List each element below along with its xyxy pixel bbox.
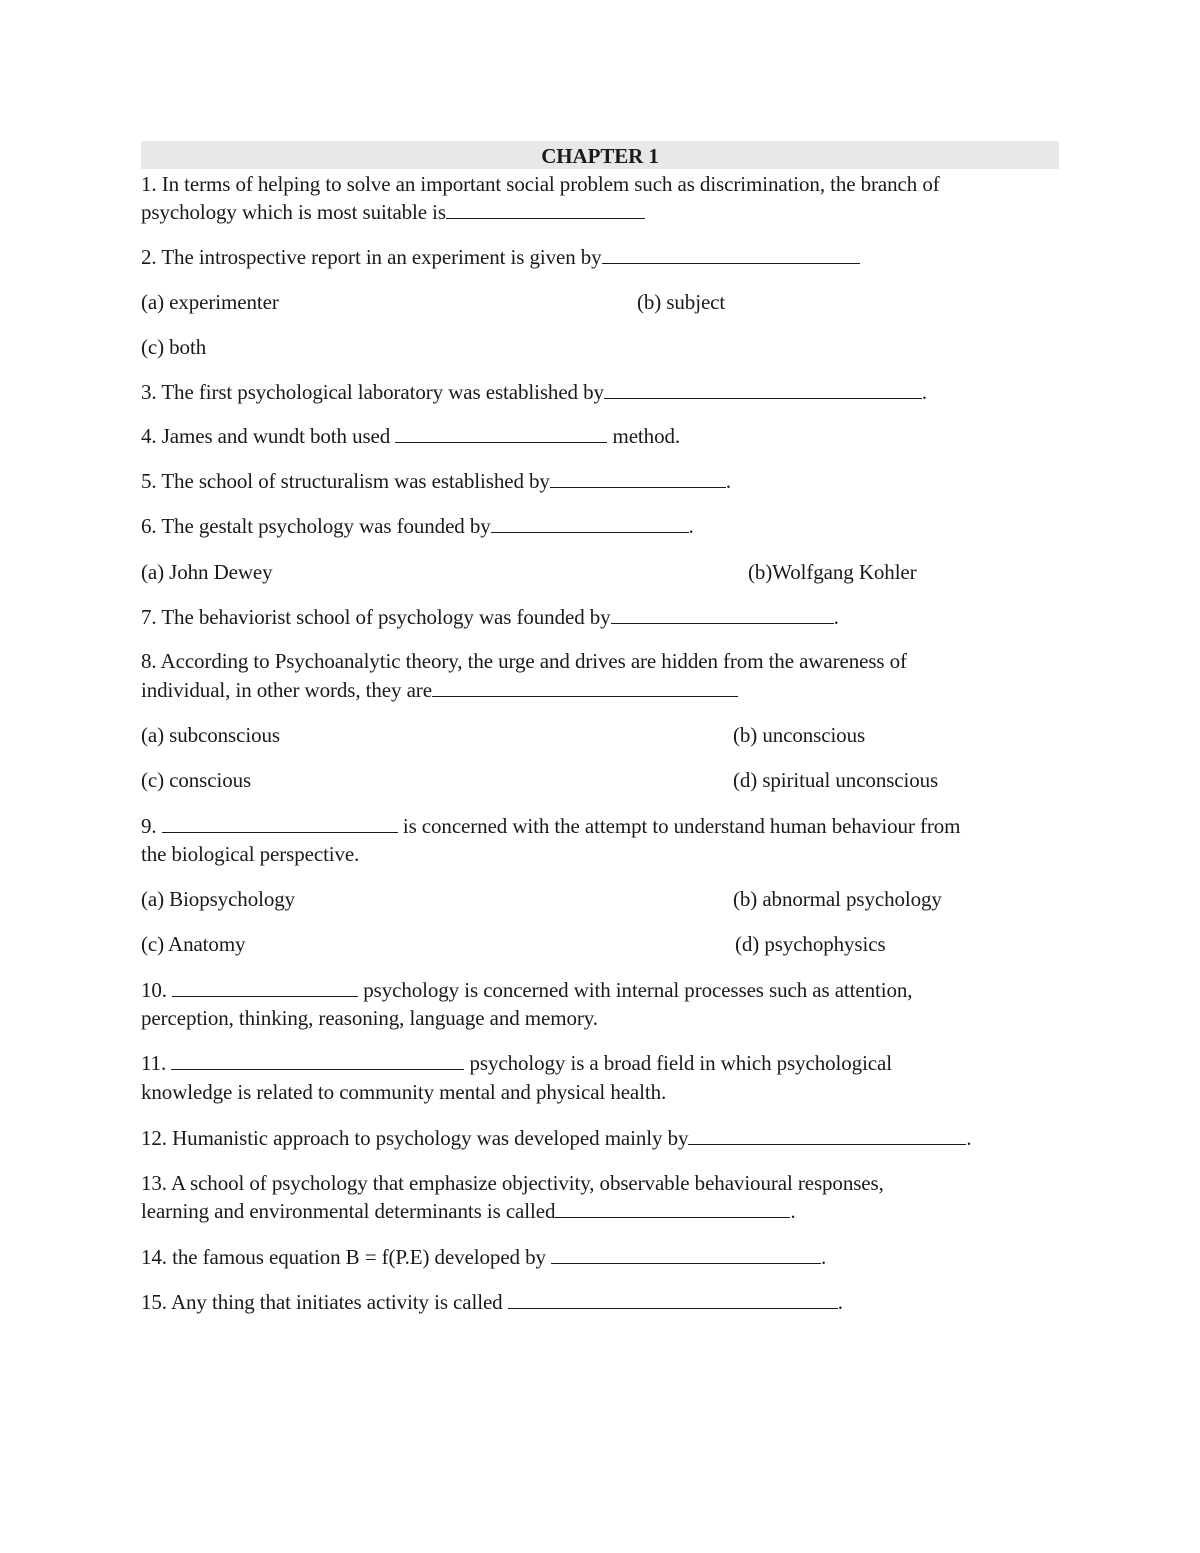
- question-1-line-1: 1. In terms of helping to solve an important social problem such as discrimination, the branch of: [141, 172, 940, 196]
- question-9-option-b: (b) abnormal psychology: [733, 887, 942, 911]
- answer-blank[interactable]: [432, 678, 738, 697]
- answer-blank[interactable]: [611, 605, 834, 624]
- question-6-option-b: (b)Wolfgang Kohler: [748, 560, 917, 584]
- answer-blank[interactable]: [508, 1290, 838, 1309]
- question-9-option-a: (a) Biopsychology: [141, 887, 296, 911]
- question-4: 4. James and wundt both used method.: [141, 424, 681, 448]
- question-2-option-c: (c) both: [141, 335, 207, 359]
- question-10-line-2: perception, thinking, reasoning, language and memory.: [141, 1006, 598, 1030]
- question-8-option-a: (a) subconscious: [141, 723, 280, 747]
- question-9-option-c: (c) Anatomy: [141, 932, 246, 956]
- answer-blank[interactable]: [395, 424, 607, 443]
- question-8-line-1: 8. According to Psychoanalytic theory, the urge and drives are hidden from the awareness of: [141, 649, 907, 673]
- question-8-option-b: (b) unconscious: [733, 723, 866, 747]
- answer-blank[interactable]: [491, 514, 689, 533]
- question-6: 6. The gestalt psychology was founded by .: [141, 514, 694, 538]
- question-6-option-a: (a) John Dewey: [141, 560, 273, 584]
- question-10-line-1: 10. psychology is concerned with internal processes such as attention,: [141, 978, 913, 1002]
- question-8-option-c: (c) conscious: [141, 768, 252, 792]
- question-2-option-a: (a) experimenter: [141, 290, 279, 314]
- question-15: 15. Any thing that initiates activity is called .: [141, 1290, 843, 1314]
- question-14: 14. the famous equation B = f(P.E) developed by .: [141, 1245, 827, 1269]
- question-11-line-1: 11. psychology is a broad field in which psychological: [141, 1051, 892, 1075]
- question-13-line-1: 13. A school of psychology that emphasize objectivity, observable behavioural responses,: [141, 1171, 884, 1195]
- answer-blank[interactable]: [550, 469, 726, 488]
- answer-blank[interactable]: [555, 1199, 790, 1218]
- question-8-line-2: individual, in other words, they are: [141, 676, 738, 704]
- answer-blank[interactable]: [602, 245, 860, 264]
- question-9-option-d: (d) psychophysics: [735, 932, 886, 956]
- chapter-heading: CHAPTER 1: [141, 141, 1059, 169]
- question-2-option-b: (b) subject: [637, 290, 726, 314]
- answer-blank[interactable]: [172, 978, 358, 997]
- answer-blank[interactable]: [162, 814, 398, 833]
- question-2: 2. The introspective report in an experiment is given by: [141, 243, 860, 271]
- question-7: 7. The behaviorist school of psychology was founded by .: [141, 605, 839, 629]
- question-9-line-2: the biological perspective.: [141, 842, 360, 866]
- answer-blank[interactable]: [446, 200, 645, 219]
- answer-blank[interactable]: [688, 1126, 966, 1145]
- question-1-line-2: psychology which is most suitable is: [141, 198, 645, 226]
- question-12: 12. Humanistic approach to psychology was developed mainly by .: [141, 1126, 972, 1150]
- question-11-line-2: knowledge is related to community mental and physical health.: [141, 1080, 667, 1104]
- question-5: 5. The school of structuralism was established by .: [141, 469, 731, 493]
- question-8-option-d: (d) spiritual unconscious: [733, 768, 939, 792]
- answer-blank[interactable]: [171, 1051, 464, 1070]
- question-13-line-2: learning and environmental determinants is called .: [141, 1199, 796, 1223]
- answer-blank[interactable]: [604, 380, 922, 399]
- question-3: 3. The first psychological laboratory was established by .: [141, 380, 928, 404]
- answer-blank[interactable]: [551, 1245, 821, 1264]
- question-9-line-1: 9. is concerned with the attempt to understand human behaviour from: [141, 814, 961, 838]
